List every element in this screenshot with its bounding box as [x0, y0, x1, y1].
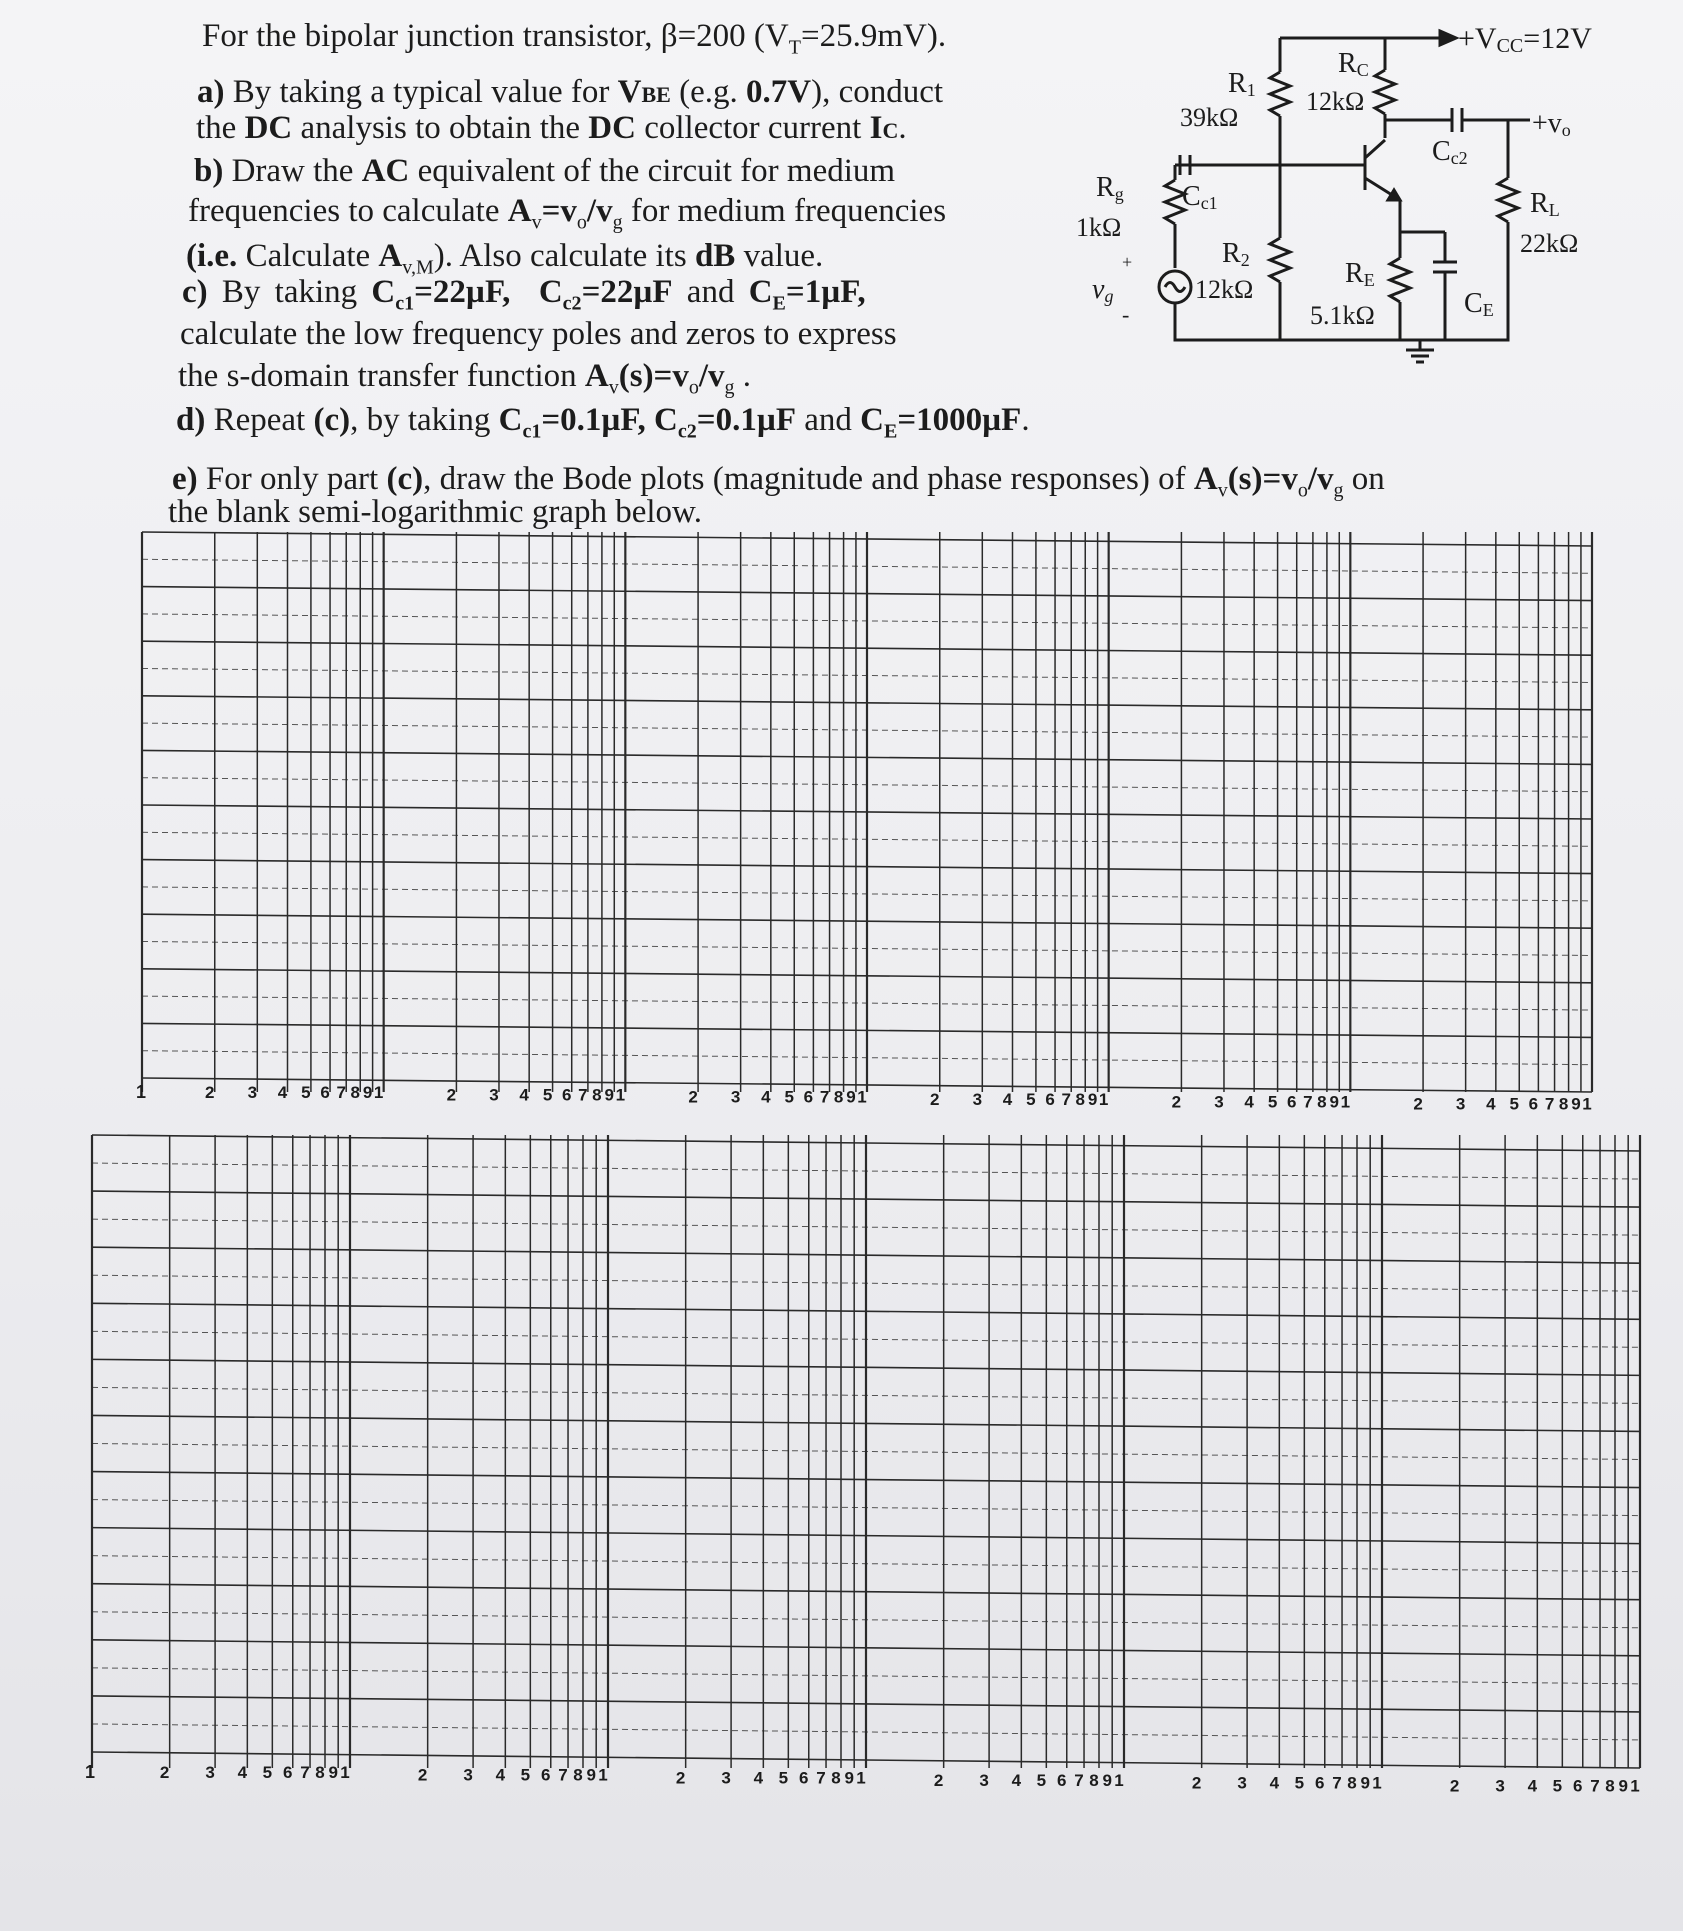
phase-grid-tick-label: 6 — [541, 1765, 551, 1785]
magnitude-grid-tick-label: 4 — [1244, 1092, 1254, 1112]
phase-grid-tick-label: 1 — [1630, 1776, 1640, 1796]
magnitude-grid-tick-label: 7 — [819, 1087, 830, 1107]
magnitude-grid-tick-label: 1 — [857, 1087, 867, 1107]
magnitude-grid-tick-label: 3 — [972, 1090, 983, 1109]
phase-grid-tick-label: 5 — [1294, 1773, 1305, 1793]
phase-grid-tick-label: 6 — [1057, 1771, 1067, 1790]
phase-grid-tick-label: 5 — [262, 1763, 273, 1782]
phase-grid-tick-label: 7 — [1332, 1773, 1342, 1793]
magnitude-grid-tick-label: 4 — [519, 1085, 529, 1105]
question-b-line3: (i.e. Calculate $A_{v,M}$). Also calculate its dB value. — [186, 238, 824, 279]
vg-minus: - — [1122, 302, 1130, 327]
magnitude-grid-tick-label: 8 — [350, 1083, 360, 1102]
phase-grid-tick-label: 2 — [159, 1763, 170, 1782]
phase-grid-tick-label: 7 — [1074, 1771, 1084, 1790]
magnitude-grid-tick-label: 1 — [1098, 1090, 1109, 1109]
magnitude-grid-tick-label: 5 — [1509, 1094, 1519, 1114]
phase-grid-tick-label: 9 — [1618, 1776, 1628, 1796]
magnitude-grid-tick-label: 3 — [1455, 1094, 1466, 1114]
rl-label: RL — [1530, 188, 1560, 220]
phase-grid-tick-label: 1 — [340, 1763, 350, 1782]
magnitude-grid-tick-label: 5 — [542, 1085, 553, 1105]
re-label: RE — [1345, 258, 1375, 290]
magnitude-grid-tick-label: 7 — [1544, 1094, 1555, 1114]
magnitude-grid-tick-label: 3 — [730, 1087, 741, 1107]
cc1-label: Cc1 — [1182, 181, 1218, 213]
magnitude-grid-tick-label: 7 — [1061, 1090, 1071, 1109]
question-a-line2: the DC analysis to obtain the DC collector current IC. — [196, 110, 907, 146]
magnitude-grid-tick-label: 7 — [1303, 1092, 1313, 1112]
magnitude-grid-tick-label: 2 — [1171, 1092, 1182, 1112]
magnitude-grid-tick-label: 5 — [1026, 1090, 1036, 1109]
phase-grid-tick-label: 9 — [1360, 1773, 1370, 1793]
phase-grid-tick-label: 4 — [1527, 1776, 1538, 1796]
magnitude-grid-tick-label: 9 — [362, 1083, 373, 1102]
re-value: 5.1kΩ — [1310, 301, 1375, 330]
magnitude-grid-tick-label: 9 — [1571, 1094, 1581, 1114]
phase-grid-tick-label: 8 — [1605, 1776, 1615, 1796]
phase-grid-tick-label: 2 — [417, 1765, 428, 1785]
question-a-line1: a) By taking a typical value for VBE (e.g. 0.7V), conduct — [197, 74, 944, 110]
phase-grid-tick-label: 2 — [1449, 1776, 1460, 1796]
phase-grid-tick-label: 1 — [856, 1768, 866, 1788]
vo-label: +vo — [1532, 108, 1571, 140]
phase-grid-tick-label: 4 — [1011, 1771, 1022, 1790]
r2-value: 12kΩ — [1195, 275, 1254, 304]
problem-intro: For the bipolar junction transistor, β=200 $(V_T=25.9mV)$. — [202, 18, 947, 59]
phase-grid-tick-label: 3 — [463, 1765, 473, 1785]
magnitude-grid-tick-label: 5 — [784, 1087, 794, 1107]
phase-grid-tick-label: 7 — [558, 1765, 568, 1785]
magnitude-grid-tick-label: 1 — [615, 1085, 626, 1105]
magnitude-grid-tick-label: 4 — [1486, 1094, 1496, 1114]
phase-grid-tick-label: 3 — [721, 1768, 731, 1788]
phase-grid-tick-label: 8 — [831, 1768, 841, 1788]
phase-grid-tick-label: 1 — [598, 1765, 608, 1785]
phase-grid-tick-label: 8 — [315, 1763, 325, 1782]
magnitude-grid-tick-label: 6 — [1528, 1094, 1539, 1114]
question-e-line1: e) For only part (c), draw the Bode plots (magnitude and phase responses) of $A_v(s)=v_o/v_g$ on — [172, 461, 1385, 502]
magnitude-grid-tick-label: 9 — [1329, 1092, 1340, 1112]
phase-grid-tick-label: 8 — [1089, 1771, 1099, 1790]
question-b-line2: frequencies to calculate $A_v=v_o/v_g$ for medium frequencies — [188, 193, 947, 234]
magnitude-grid-tick-label: 9 — [846, 1087, 856, 1107]
magnitude-grid-tick-label: 7 — [578, 1085, 588, 1105]
r1-value: 39kΩ — [1180, 103, 1239, 132]
magnitude-grid-tick-label: 6 — [1286, 1092, 1297, 1112]
phase-grid-tick-label: 5 — [1552, 1776, 1563, 1796]
magnitude-grid-tick-label: 6 — [803, 1087, 814, 1107]
phase-grid-tick-label: 7 — [816, 1768, 826, 1788]
magnitude-grid-tick-label: 3 — [247, 1083, 258, 1102]
phase-grid-tick-label: 8 — [573, 1765, 583, 1785]
magnitude-grid-tick-label: 2 — [446, 1085, 457, 1105]
question-e-line2: the blank semi-logarithmic graph below. — [168, 494, 702, 530]
phase-grid-tick-label: 8 — [1347, 1773, 1357, 1793]
ce-label: CE — [1464, 288, 1494, 320]
magnitude-grid-tick-label: 6 — [1045, 1090, 1055, 1109]
rl-value: 22kΩ — [1520, 229, 1579, 258]
rc-value: 12kΩ — [1306, 87, 1365, 116]
phase-grid-tick-label: 5 — [520, 1765, 531, 1785]
phase-grid-tick-label: 9 — [586, 1765, 596, 1785]
magnitude-grid-tick-label: 8 — [592, 1085, 602, 1105]
phase-grid-tick-label: 7 — [300, 1763, 310, 1782]
magnitude-grid-tick-label: 1 — [1340, 1092, 1351, 1112]
phase-grid-tick-label: 7 — [1590, 1776, 1600, 1796]
magnitude-grid-tick-label: 9 — [1087, 1090, 1098, 1109]
question-c-line3: the s-domain transfer function $A_v(s)=v_o/v_g$ . — [178, 358, 752, 399]
cc2-label: Cc2 — [1432, 136, 1468, 168]
question-b-line1: b) Draw the AC equivalent of the circuit for medium — [194, 153, 896, 189]
vg-plus: + — [1122, 252, 1133, 272]
magnitude-grid-tick-label: 6 — [320, 1083, 330, 1102]
r2-label: R2 — [1222, 238, 1250, 270]
phase-grid-tick-label: 9 — [328, 1763, 338, 1782]
magnitude-grid-tick-label: 4 — [761, 1087, 771, 1107]
magnitude-grid-tick-label: 2 — [205, 1083, 215, 1102]
rg-value: 1kΩ — [1076, 213, 1122, 242]
phase-grid-tick-label: 5 — [778, 1768, 789, 1788]
magnitude-grid-tick-label: 2 — [1413, 1094, 1423, 1114]
magnitude-grid-tick-label: 2 — [688, 1087, 698, 1107]
magnitude-grid-tick-label: 1 — [136, 1082, 147, 1102]
phase-grid-tick-label: 1 — [1372, 1773, 1382, 1793]
rc-label: RC — [1338, 48, 1369, 80]
magnitude-grid-tick-label: 5 — [301, 1083, 311, 1102]
phase-grid-tick-label: 4 — [237, 1763, 248, 1782]
magnitude-grid-tick-label: 9 — [604, 1085, 615, 1105]
phase-grid-tick-label: 3 — [1495, 1776, 1505, 1796]
magnitude-grid-tick-label: 8 — [1075, 1090, 1085, 1109]
magnitude-grid-tick-label: 6 — [561, 1085, 572, 1105]
question-c-line1: c) By taking $C_{c1}=22\mu F$, $C_{c2}=22\mu F$ and $C_E=1\mu F$, — [182, 274, 866, 315]
phase-grid-tick-label: 1 — [85, 1762, 96, 1782]
phase-grid-tick-label: 4 — [495, 1765, 506, 1785]
phase-grid-tick-label: 1 — [1114, 1771, 1124, 1790]
phase-grid-tick-label: 9 — [844, 1768, 854, 1788]
magnitude-grid-tick-label: 3 — [489, 1085, 499, 1105]
magnitude-grid-tick-label: 8 — [833, 1087, 844, 1107]
magnitude-grid-tick-label: 8 — [1317, 1092, 1327, 1112]
magnitude-grid-tick-label: 4 — [1002, 1090, 1013, 1109]
phase-grid-tick-label: 6 — [799, 1768, 809, 1788]
vcc-label: +VCC=12V — [1458, 22, 1592, 57]
phase-grid-tick-label: 2 — [933, 1771, 944, 1790]
phase-grid-tick-label: 6 — [1315, 1773, 1325, 1793]
phase-grid-tick-label: 3 — [1237, 1773, 1247, 1793]
phase-grid-tick-label: 6 — [1573, 1776, 1583, 1796]
phase-grid-tick-label: 2 — [675, 1768, 686, 1788]
magnitude-grid-tick-label: 4 — [277, 1083, 288, 1102]
magnitude-grid-tick-label: 2 — [930, 1090, 940, 1109]
rg-label: Rg — [1096, 172, 1124, 204]
magnitude-grid-tick-label: 1 — [373, 1083, 384, 1102]
magnitude-grid-tick-label: 3 — [1214, 1092, 1224, 1112]
magnitude-grid-tick-label: 7 — [336, 1083, 346, 1102]
phase-grid-tick-label: 4 — [1269, 1773, 1280, 1793]
phase-grid-tick-label: 3 — [205, 1763, 215, 1782]
question-d: d) Repeat (c), by taking $C_{c1}=0.1\mu F$, $C_{c2}=0.1\mu F$ and $C_E=1000\mu F$. — [176, 402, 1030, 443]
phase-grid-tick-label: 6 — [283, 1763, 293, 1782]
r1-label: R1 — [1228, 68, 1256, 100]
vg-label: vg — [1092, 274, 1114, 306]
phase-grid-tick-label: 4 — [753, 1768, 764, 1788]
phase-grid-tick-label: 9 — [1102, 1771, 1112, 1790]
magnitude-grid-tick-label: 1 — [1582, 1094, 1592, 1114]
magnitude-grid-tick-label: 5 — [1267, 1092, 1278, 1112]
phase-grid-tick-label: 2 — [1191, 1773, 1202, 1793]
question-c-line2: calculate the low frequency poles and zeros to express — [180, 316, 897, 352]
phase-grid-tick-label: 3 — [979, 1771, 989, 1790]
magnitude-grid-tick-label: 8 — [1558, 1094, 1569, 1114]
phase-grid-tick-label: 5 — [1036, 1771, 1047, 1790]
